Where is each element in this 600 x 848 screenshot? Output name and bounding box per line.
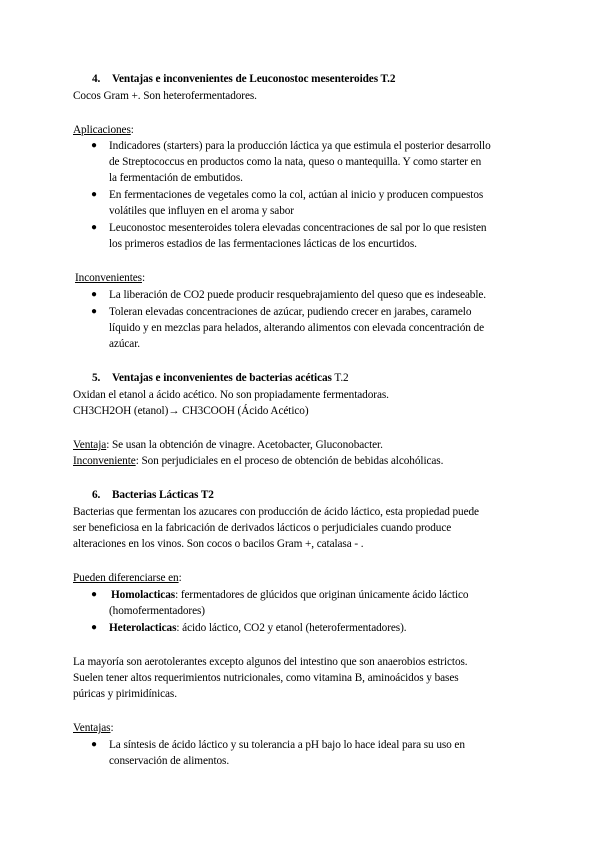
inconvenients-label: Inconvenientes: bbox=[75, 272, 146, 284]
bullet-icon: ● bbox=[91, 289, 98, 300]
app-item-1-line-2: de Streptococcus en productos como la nata, queso o mantequilla. Y como starter en bbox=[109, 156, 482, 168]
section-5-formula: CH3CH2OH (etanol)→ CH3COOH (Ácido Acético) bbox=[73, 405, 309, 417]
con-item-2-line-1: Toleran elevadas concentraciones de azúcar, pudiendo crecer en jarabes, caramelo bbox=[109, 306, 472, 318]
acetic-advantage: Ventaja: Se usan la obtención de vinagre. Acetobacter, Gluconobacter. bbox=[73, 439, 383, 451]
con-item-2-line-3: azúcar. bbox=[109, 338, 140, 350]
bullet-icon: ● bbox=[91, 306, 98, 317]
con-item-2-line-2: líquido y en mezclas para helados, alterando alimentos con elevada concentración de bbox=[109, 322, 485, 334]
section-5-line-1: Oxidan el etanol a ácido acético. No son propiadamente fermentadoras. bbox=[73, 389, 389, 401]
app-item-3-line-1: Leuconostoc mesenteroides tolera elevadas concentraciones de sal por lo que resisten bbox=[109, 222, 487, 234]
applications-label: Aplicaciones: bbox=[73, 124, 134, 136]
section-4-heading: 4. Ventajas e inconvenientes de Leuconostoc mesenteroides T.2 bbox=[92, 73, 396, 85]
app-item-2-line-2: volátiles que influyen en el aroma y sabor bbox=[109, 205, 294, 217]
section-6-para-2-line-2: Suelen tener altos requerimientos nutricionales, como vitamina B, aminoácidos y bases bbox=[73, 672, 459, 684]
section-6-para-1-line-1: Bacterias que fermentan los azucares con producción de ácido láctico, esta propiedad puede bbox=[73, 506, 479, 518]
advantage-item-line-1: La síntesis de ácido láctico y su tolerancia a pH bajo lo hace ideal para su uso en bbox=[109, 739, 465, 751]
bullet-icon: ● bbox=[91, 189, 98, 200]
con-item-1-line-1: La liberación de CO2 puede producir resquebrajamiento del queso que es indeseable. bbox=[109, 289, 487, 301]
bullet-icon: ● bbox=[91, 140, 98, 151]
section-6-para-1-line-2: ser beneficiosa en la fabricación de derivados lácticos o perjudiciales cuando produce bbox=[73, 522, 452, 534]
bullet-icon: ● bbox=[91, 622, 98, 633]
advantage-item-line-2: conservación de alimentos. bbox=[109, 755, 230, 767]
section-6-heading: 6. Bacterias Lácticas T2 bbox=[92, 489, 214, 501]
bullet-icon: ● bbox=[91, 589, 98, 600]
app-item-2-line-1: En fermentaciones de vegetales como la col, actúan al inicio y producen compuestos bbox=[109, 189, 484, 201]
homolactic-item: Homolacticas: fermentadores de glúcidos que originan únicamente ácido láctico bbox=[111, 589, 469, 601]
section-6-para-2-line-3: púricas y pirimidínicas. bbox=[73, 688, 177, 700]
advantages-label: Ventajas: bbox=[73, 722, 114, 734]
bullet-icon: ● bbox=[91, 739, 98, 750]
bullet-icon: ● bbox=[91, 222, 98, 233]
acetic-disadvantage: Inconveniente: Son perjudiciales en el proceso de obtención de bebidas alcohólicas. bbox=[73, 455, 444, 467]
section-6-para-2-line-1: La mayoría son aerotolerantes excepto algunos del intestino que son anaerobios estrictos. bbox=[73, 656, 468, 668]
app-item-1-line-1: Indicadores (starters) para la producción láctica ya que estimula el posterior desarrollo bbox=[109, 140, 491, 152]
homolactic-item-cont: (homofermentadores) bbox=[109, 605, 205, 617]
section-6-para-1-line-3: alteraciones en los vinos. Son cocos o bacilos Gram +, catalasa - . bbox=[73, 538, 364, 550]
section-4-intro: Cocos Gram +. Son heterofermentadores. bbox=[73, 90, 257, 102]
differentiate-label: Pueden diferenciarse en: bbox=[73, 572, 182, 584]
section-5-heading: 5. Ventajas e inconvenientes de bacterias acéticas T.2 bbox=[92, 372, 349, 384]
app-item-3-line-2: los primeros estadios de las fermentaciones lácticas de los encurtidos. bbox=[109, 238, 417, 250]
app-item-1-line-3: la fermentación de embutidos. bbox=[109, 172, 243, 184]
heterolactic-item: Heterolacticas: ácido láctico, CO2 y etanol (heterofermentadores). bbox=[109, 622, 407, 634]
